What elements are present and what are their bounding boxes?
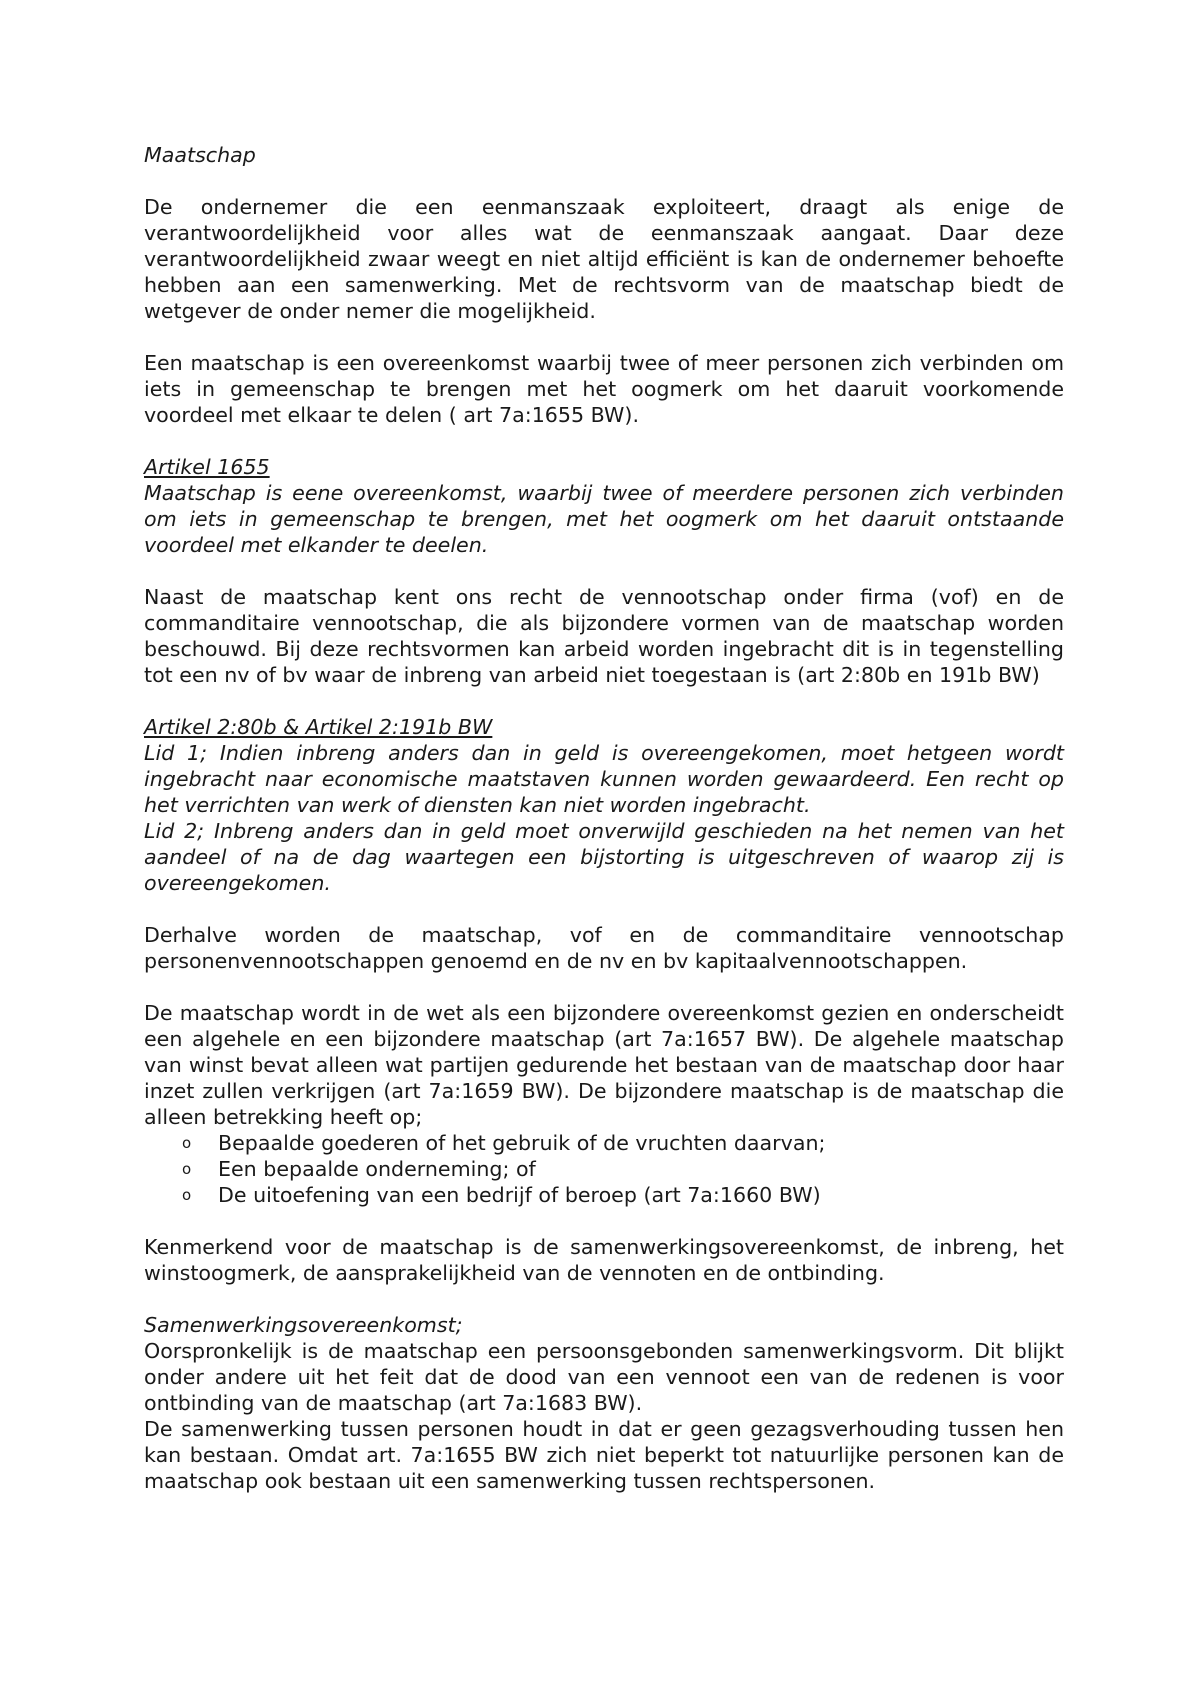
- paragraph-kenmerken: Kenmerkend voor de maatschap is de samenwerkingsovereenkomst, de inbreng, het winstoogmerk, de aansprakelijkheid van de vennoten en de ontbinding.: [144, 1235, 1064, 1285]
- document-page: [144, 142, 1064, 1494]
- paragraph-persoonsgebonden: Oorspronkelijk is de maatschap een persoonsgebonden samenwerkingsvorm. Dit blijkt onder andere uit het feit dat de dood van een vennoot een van de redenen is voor ontbinding van de maatschap (art 7a:1683 BW).: [144, 1339, 1064, 1415]
- bullet-list: [144, 1130, 1064, 1208]
- quote-artikel-1655: Maatschap is eene overeenkomst, waarbij twee of meerdere personen zich verbinden om iets in gemeenschap te brengen, met het oogmerk om het daaruit ontstaande voordeel met elkander te deelen.: [144, 481, 1064, 557]
- heading-samenwerkingsovereenkomst: Samenwerkingsovereenkomst;: [144, 1313, 463, 1337]
- quote-lid-1: Lid 1; Indien inbreng anders dan in geld is overeengekomen, moet hetgeen wordt ingebracht naar economische maatstaven kunnen worden gewaardeerd. Een recht op het verrichten van werk of diensten kan niet worden ingebracht.: [144, 741, 1064, 817]
- paragraph-bijzondere-overeenkomst: De maatschap wordt in de wet als een bijzondere overeenkomst gezien en onderscheidt een algehele en een bijzondere maatschap (art 7a:1657 BW). De algehele maatschap van winst bevat alleen wat partijen gedurende het bestaan van de maatschap door haar inzet zullen verkrijgen (art 7a:1659 BW). De bijzondere maatschap is de maatschap die alleen betrekking heeft op;: [144, 1001, 1064, 1129]
- bullet-icon: o: [182, 1186, 192, 1204]
- paragraph-eenmanszaak: De ondernemer die een eenmanszaak exploiteert, draagt als enige de verantwoordelijkheid voor alles wat de eenmanszaak aangaat. Daar deze verantwoordelijkheid zwaar weegt en niet altijd efficiënt is kan de ondernemer behoefte hebben aan een samenwerking. Met de rechtsvorm van de maatschap biedt de wetgever de onder nemer die mogelijkheid.: [144, 195, 1064, 323]
- paragraph-vof-cv: Naast de maatschap kent ons recht de vennootschap onder firma (vof) en de commanditaire vennootschap, die als bijzondere vormen van de maatschap worden beschouwd. Bij deze rechtsvormen kan arbeid worden ingebracht dit is in tegenstelling tot een nv of bv waar de inbreng van arbeid niet toegestaan is (art 2:80b en 191b BW): [144, 585, 1064, 687]
- list-item: [144, 1156, 1064, 1182]
- list-item-text: Een bepaalde onderneming; of: [218, 1157, 536, 1181]
- quote-lid-2: Lid 2; Inbreng anders dan in geld moet onverwijld geschieden na het nemen van het aandeel of na de dag waartegen een bijstorting is uitgeschreven of waarop zij is overeengekomen.: [144, 819, 1064, 895]
- list-item-text: De uitoefening van een bedrijf of beroep (art 7a:1660 BW): [218, 1183, 821, 1207]
- list-item: [144, 1130, 1064, 1156]
- document-title: Maatschap: [144, 143, 256, 167]
- paragraph-gezagsverhouding: De samenwerking tussen personen houdt in dat er geen gezagsverhouding tussen hen kan bestaan. Omdat art. 7a:1655 BW zich niet beperkt tot natuurlijke personen kan de maatschap ook bestaan uit een samenwerking tussen rechtspersonen.: [144, 1417, 1064, 1493]
- bullet-icon: o: [182, 1160, 192, 1178]
- paragraph-definitie-maatschap: Een maatschap is een overeenkomst waarbij twee of meer personen zich verbinden om iets in gemeenschap te brengen met het oogmerk om het daaruit voorkomende voordeel met elkaar te delen ( art 7a:1655 BW).: [144, 351, 1064, 427]
- bullet-icon: o: [182, 1134, 192, 1152]
- heading-artikel-2-80b: Artikel 2:80b & Artikel 2:191b BW: [144, 715, 493, 739]
- heading-artikel-1655: Artikel 1655: [144, 455, 270, 479]
- paragraph-personenvennootschappen: Derhalve worden de maatschap, vof en de commanditaire vennootschap personenvennootschappen genoemd en de nv en bv kapitaalvennootschappen.: [144, 923, 1064, 973]
- list-item-text: Bepaalde goederen of het gebruik of de vruchten daarvan;: [218, 1131, 826, 1155]
- list-item: [144, 1182, 1064, 1208]
